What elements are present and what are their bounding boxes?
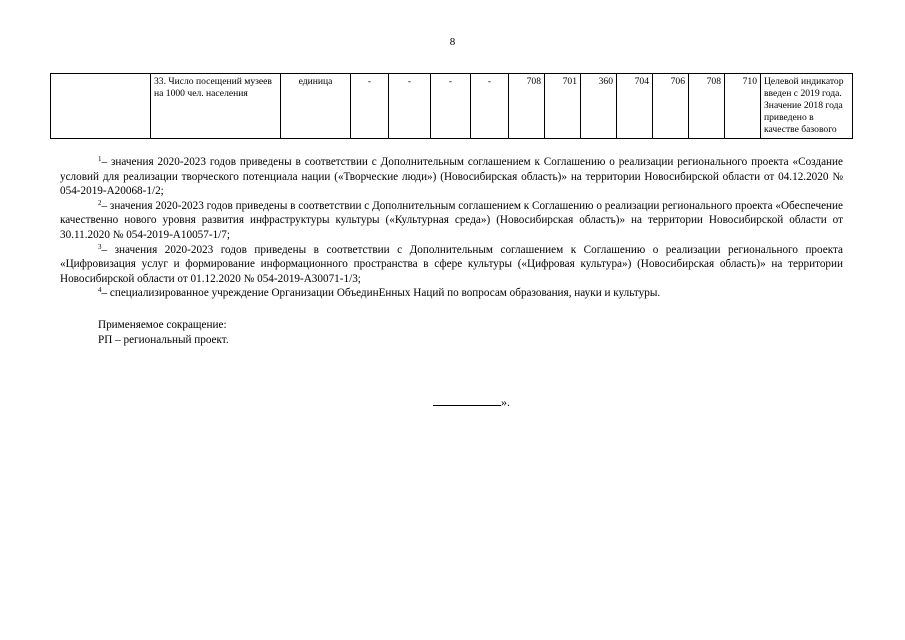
signature-underline — [433, 395, 501, 406]
empty-cell — [51, 74, 151, 139]
abbreviation-item: РП – региональный проект. — [98, 334, 229, 346]
unit-cell: единица — [281, 74, 351, 139]
footnote-text: – значения 2020-2023 годов приведены в соответствии с Дополнительным соглашением к Соглашению о реализации регионального проекта «Обеспечение качественно нового уровня развития инфраструктуры культуры («Культурная среда») (Новосибирская область)» на территории Новосибирской области от 30.11.2020 № 054-2019-А10057-1/7; — [60, 199, 843, 241]
footnote-mark: 1 — [98, 155, 102, 163]
footnote-mark: 3 — [98, 242, 102, 251]
value-cell: 360 — [581, 74, 617, 139]
page-number: 8 — [449, 36, 456, 48]
value-cell: - — [431, 74, 471, 139]
footnote — [60, 286, 843, 301]
value-cell: 708 — [509, 74, 545, 139]
footnote-text: – значения 2020-2023 годов приведены в соответствии с Дополнительным соглашением к Соглашению о реализации регионального проекта «Цифровизация услуг и формирование информационного пространства в сфере культуры («Цифровая культура») (Новосибирская область)» на территории Новосибирской области от 01.12.2020 № 054-2019-А30071-1/3; — [60, 243, 843, 285]
closing-line — [0, 395, 905, 410]
footnote-text: – специализированное учреждение Организации ОбъединЕнных Наций по вопросам образования, науки и культуры. — [101, 287, 661, 300]
footnote — [60, 243, 843, 287]
footnotes — [60, 155, 843, 301]
indicator-name-cell: 33. Число посещений музеев на 1000 чел. населения — [151, 74, 281, 139]
footnote — [60, 155, 843, 199]
value-cell: - — [351, 74, 389, 139]
closing-quote: ». — [501, 395, 510, 409]
indicator-table — [50, 73, 853, 139]
value-cell: - — [471, 74, 509, 139]
footnote-mark: 4 — [98, 286, 102, 295]
value-cell: 706 — [653, 74, 689, 139]
footnote — [60, 199, 843, 243]
footnote-text: – значения 2020-2023 годов приведены в соответствии с Дополнительным соглашением к Соглашению о реализации регионального проекта «Создание условий для реализации творческого потенциала нации («Творческие люди») (Новосибирская область)» на территории Новосибирской области от 04.12.2020 № 054-2019-А20068-1/2; — [60, 156, 843, 198]
value-cell: 701 — [545, 74, 581, 139]
value-cell: - — [389, 74, 431, 139]
abbreviations-heading: Применяемое сокращение: — [98, 319, 227, 331]
value-cell: 704 — [617, 74, 653, 139]
abbreviations — [98, 318, 229, 348]
value-cell: 708 — [689, 74, 725, 139]
note-cell: Целевой индикатор введен с 2019 года. Значение 2018 года приведено в качестве базового — [761, 74, 853, 139]
value-cell: 710 — [725, 74, 761, 139]
table-row — [51, 74, 853, 139]
footnote-mark: 2 — [98, 198, 102, 207]
